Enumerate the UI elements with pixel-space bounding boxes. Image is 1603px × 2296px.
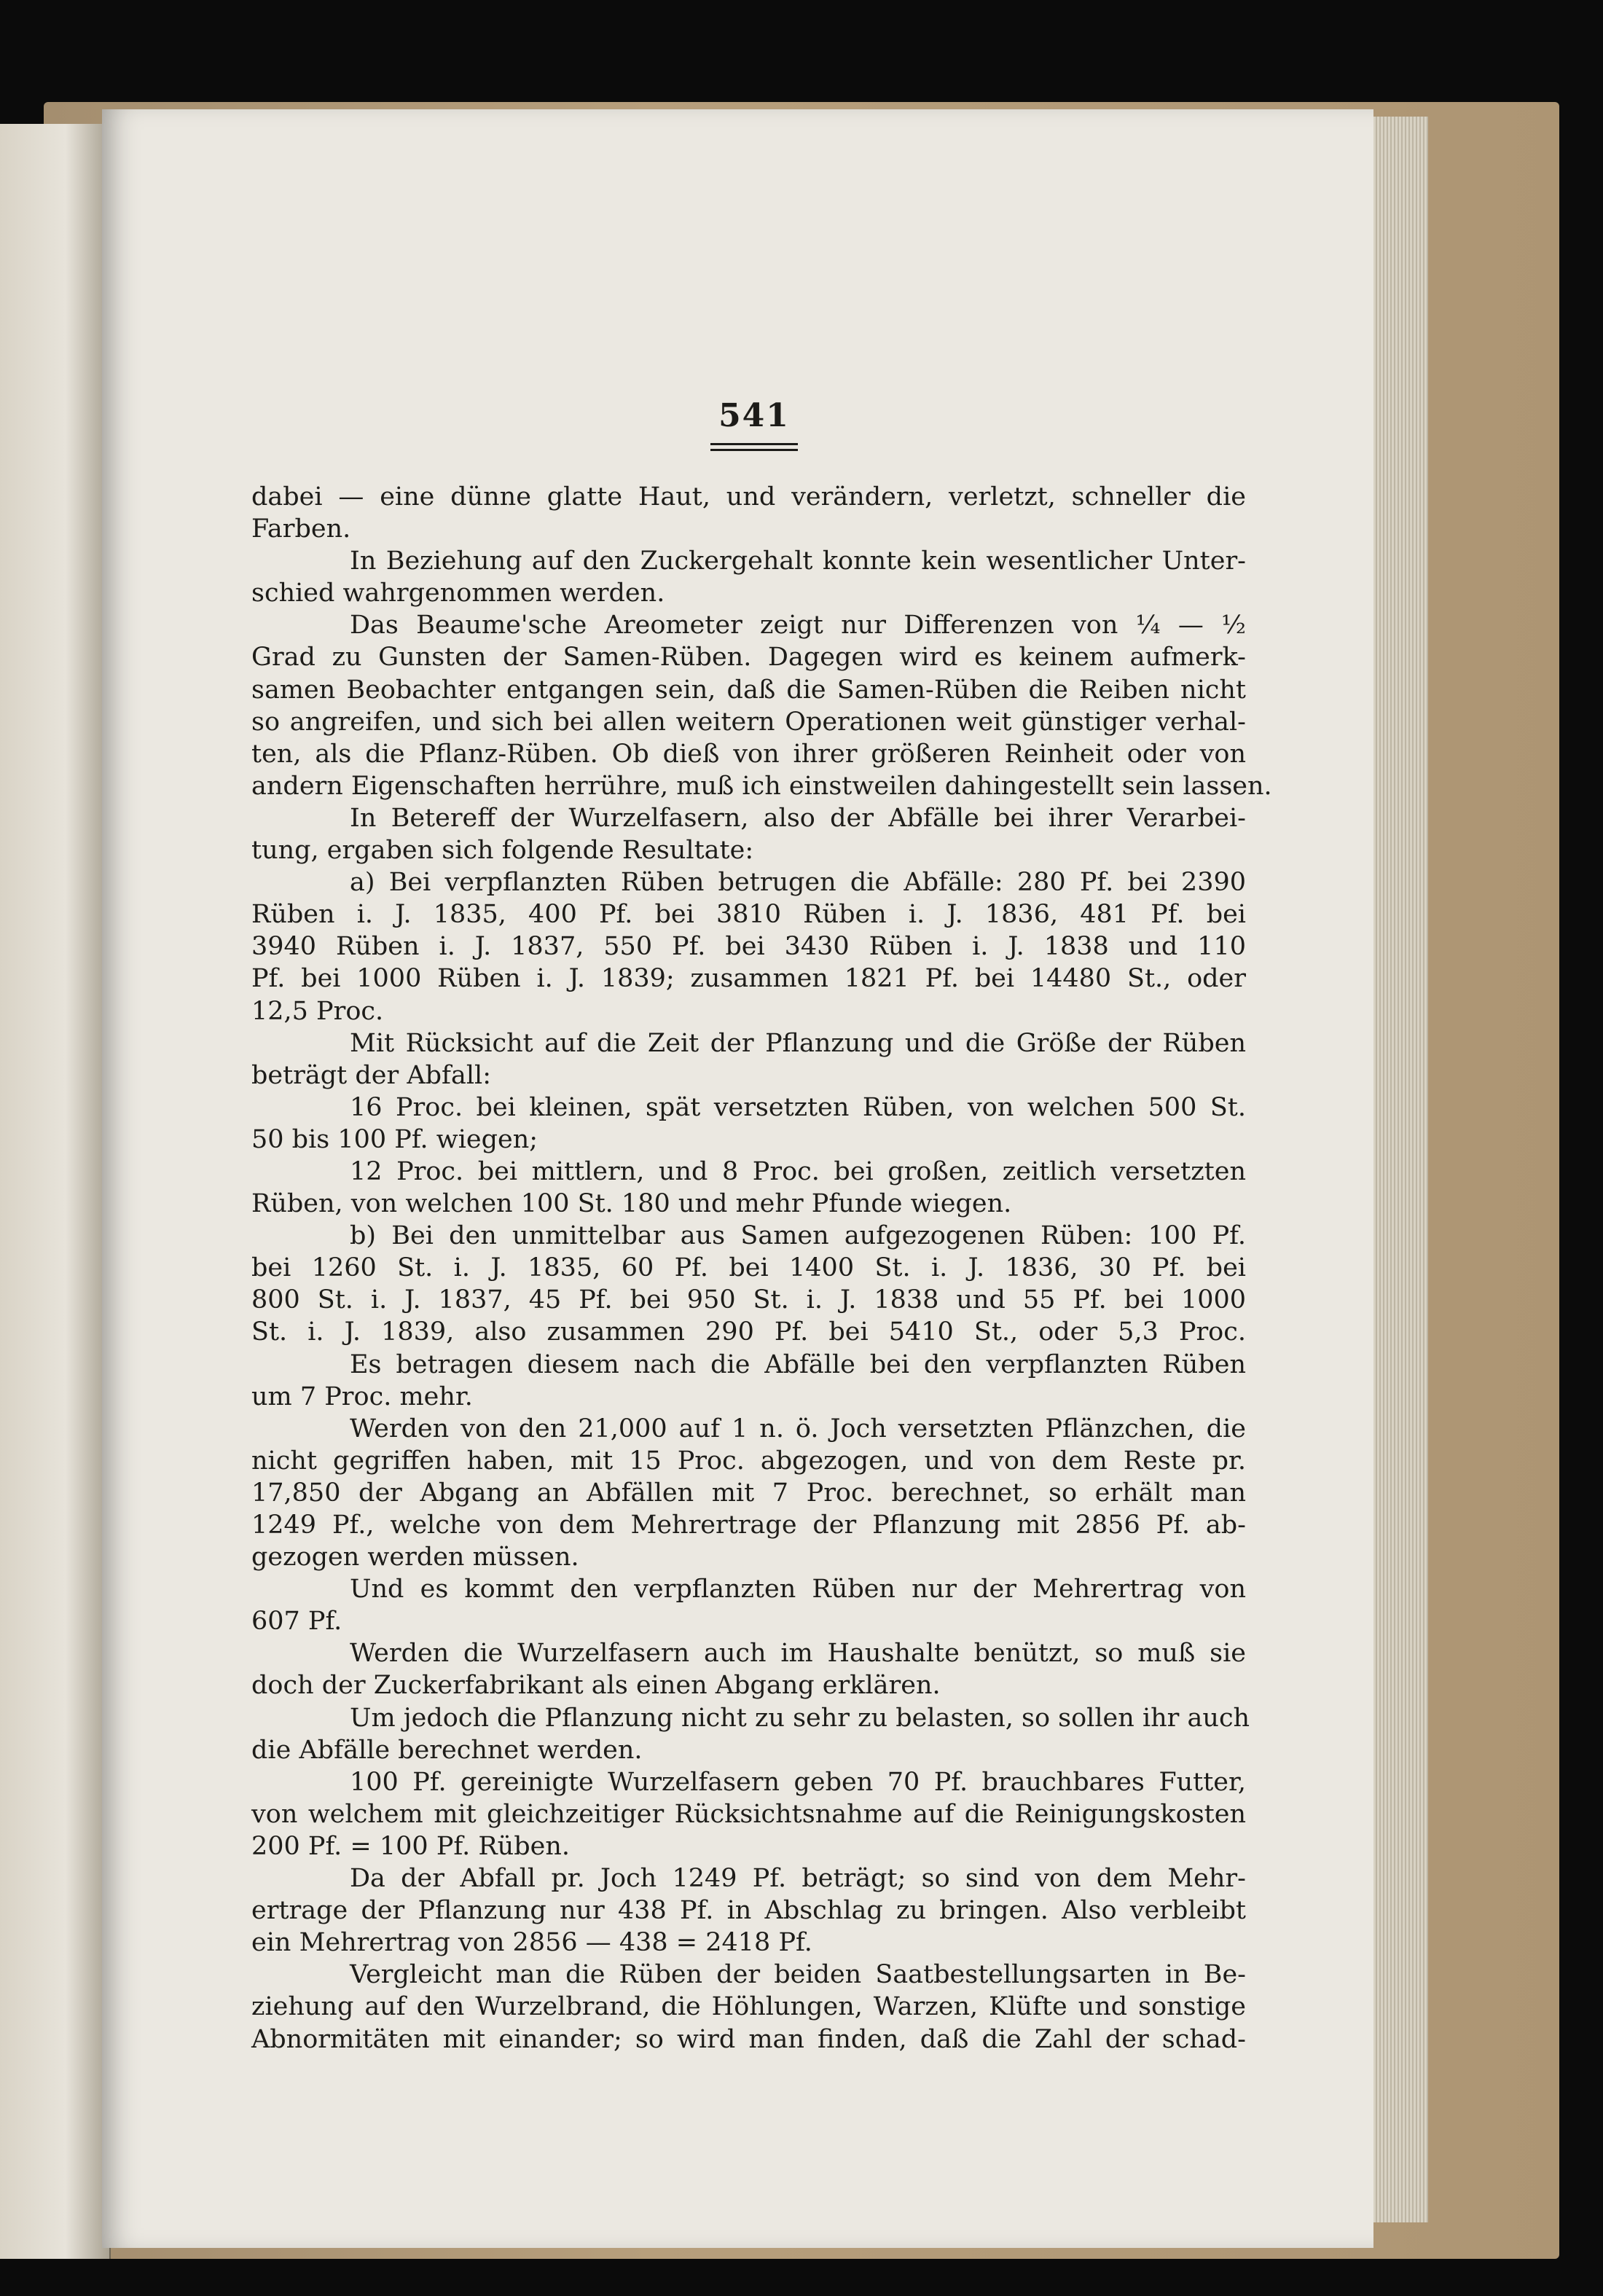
text-line: Da der Abfall pr. Joch 1249 Pf. beträgt; so sind von dem Mehr- xyxy=(350,1864,1246,1894)
text-line: ten, als die Pflanz-Rüben. Ob dieß von ihrer größeren Reinheit oder von xyxy=(251,739,1246,769)
text-line: gezogen werden müssen. xyxy=(251,1543,579,1572)
text-line: andern Eigenschaften herrühre, muß ich einstweilen dahingestellt sein lassen. xyxy=(251,771,1272,801)
text-line: 12 Proc. bei mittlern, und 8 Proc. bei großen, zeitlich versetzten xyxy=(350,1156,1246,1186)
text-line: schied wahrgenommen werden. xyxy=(251,579,665,608)
text-line: St. i. J. 1839, also zusammen 290 Pf. bei 5410 St., oder 5,3 Proc. xyxy=(251,1317,1246,1347)
text-line: Werden von den 21,000 auf 1 n. ö. Joch versetzten Pflänzchen, die xyxy=(350,1414,1246,1443)
text-line: 200 Pf. = 100 Pf. Rüben. xyxy=(251,1831,571,1861)
text-line: Pf. bei 1000 Rüben i. J. 1839; zusammen 1821 Pf. bei 14480 St., oder xyxy=(251,964,1246,994)
text-line: Grad zu Gunsten der Samen-Rüben. Dagegen wird es keinem aufmerk- xyxy=(251,643,1246,673)
text-line: Um jedoch die Pflanzung nicht zu sehr zu belasten, so sollen ihr auch xyxy=(350,1703,1250,1733)
text-line: die Abfälle berechnet werden. xyxy=(251,1735,643,1765)
text-line: ertrage der Pflanzung nur 438 Pf. in Abschlag zu bringen. Also verbleibt xyxy=(251,1896,1246,1926)
book-page xyxy=(102,109,1373,2248)
text-line: 800 St. i. J. 1837, 45 Pf. bei 950 St. i. J. 1838 und 55 Pf. bei 1000 xyxy=(251,1285,1246,1315)
left-page-edge xyxy=(0,124,111,2259)
text-line: von welchem mit gleichzeitiger Rücksichtsnahme auf die Reinigungskosten xyxy=(251,1799,1246,1829)
page-number-rule xyxy=(710,449,798,451)
body-text xyxy=(251,481,1272,2056)
text-line: tung, ergaben sich folgende Resultate: xyxy=(251,836,754,866)
text-line: 50 bis 100 Pf. wiegen; xyxy=(251,1124,538,1154)
text-line: beträgt der Abfall: xyxy=(251,1060,492,1090)
text-line: Das Beaume'sche Areometer zeigt nur Differenzen von ¼ — ½ xyxy=(350,611,1246,640)
text-line: 17,850 der Abgang an Abfällen mit 7 Proc. berechnet, so erhält man xyxy=(251,1478,1246,1508)
text-line: doch der Zuckerfabrikant als einen Abgang erklären. xyxy=(251,1671,941,1701)
text-line: Rüben i. J. 1835, 400 Pf. bei 3810 Rüben i. J. 1836, 481 Pf. bei xyxy=(251,900,1246,930)
text-line: In Beziehung auf den Zuckergehalt konnte kein wesentlicher Unter- xyxy=(350,546,1246,576)
text-line: In Betereff der Wurzelfasern, also der Abfälle bei ihrer Verarbei- xyxy=(350,803,1246,833)
text-line: ein Mehrertrag von 2856 — 438 = 2418 Pf. xyxy=(251,1928,812,1958)
text-line: so angreifen, und sich bei allen weitern Operationen weit günstiger verhal- xyxy=(251,707,1246,737)
text-line: 1249 Pf., welche von dem Mehrertrage der Pflanzung mit 2856 Pf. ab- xyxy=(251,1511,1246,1540)
text-line: dabei — eine dünne glatte Haut, und verändern, verletzt, schneller die xyxy=(251,482,1246,512)
text-line: b) Bei den unmittelbar aus Samen aufgezogenen Rüben: 100 Pf. xyxy=(350,1221,1246,1251)
page-stack-edge xyxy=(1370,117,1428,2222)
text-line: 3940 Rüben i. J. 1837, 550 Pf. bei 3430 Rüben i. J. 1838 und 110 xyxy=(251,932,1246,962)
text-line: 12,5 Proc. xyxy=(251,996,384,1026)
text-line: Es betragen diesem nach die Abfälle bei den verpflanzten Rüben xyxy=(350,1349,1246,1379)
page-number-rule xyxy=(710,443,798,445)
text-line: 16 Proc. bei kleinen, spät versetzten Rüben, von welchen 500 St. xyxy=(350,1092,1246,1122)
text-line: 100 Pf. gereinigte Wurzelfasern geben 70 Pf. brauchbares Futter, xyxy=(350,1767,1246,1797)
text-line: bei 1260 St. i. J. 1835, 60 Pf. bei 1400 St. i. J. 1836, 30 Pf. bei xyxy=(251,1253,1246,1283)
text-line: Mit Rücksicht auf die Zeit der Pflanzung und die Größe der Rüben xyxy=(350,1028,1246,1058)
text-line: Vergleicht man die Rüben der beiden Saatbestellungsarten in Be- xyxy=(350,1960,1246,1990)
text-line: a) Bei verpflanzten Rüben betrugen die Abfälle: 280 Pf. bei 2390 xyxy=(350,868,1246,898)
text-line: Abnormitäten mit einander; so wird man finden, daß die Zahl der schad- xyxy=(251,2024,1246,2054)
text-line: Und es kommt den verpflanzten Rüben nur der Mehrertrag von xyxy=(350,1575,1246,1605)
page-number: 541 xyxy=(718,397,790,434)
text-line: Werden die Wurzelfasern auch im Haushalte benützt, so muß sie xyxy=(350,1639,1246,1669)
text-line: um 7 Proc. mehr. xyxy=(251,1382,473,1411)
text-line: ziehung auf den Wurzelbrand, die Höhlungen, Warzen, Klüfte und sonstige xyxy=(251,1992,1246,2022)
text-line: Rüben, von welchen 100 St. 180 und mehr Pfunde wiegen. xyxy=(251,1189,1012,1219)
text-line: samen Beobachter entgangen sein, daß die Samen-Rüben die Reiben nicht xyxy=(251,675,1246,705)
text-line: 607 Pf. xyxy=(251,1607,342,1637)
text-line: Farben. xyxy=(251,514,351,544)
text-line: nicht gegriffen haben, mit 15 Proc. abgezogen, und von dem Reste pr. xyxy=(251,1446,1246,1476)
